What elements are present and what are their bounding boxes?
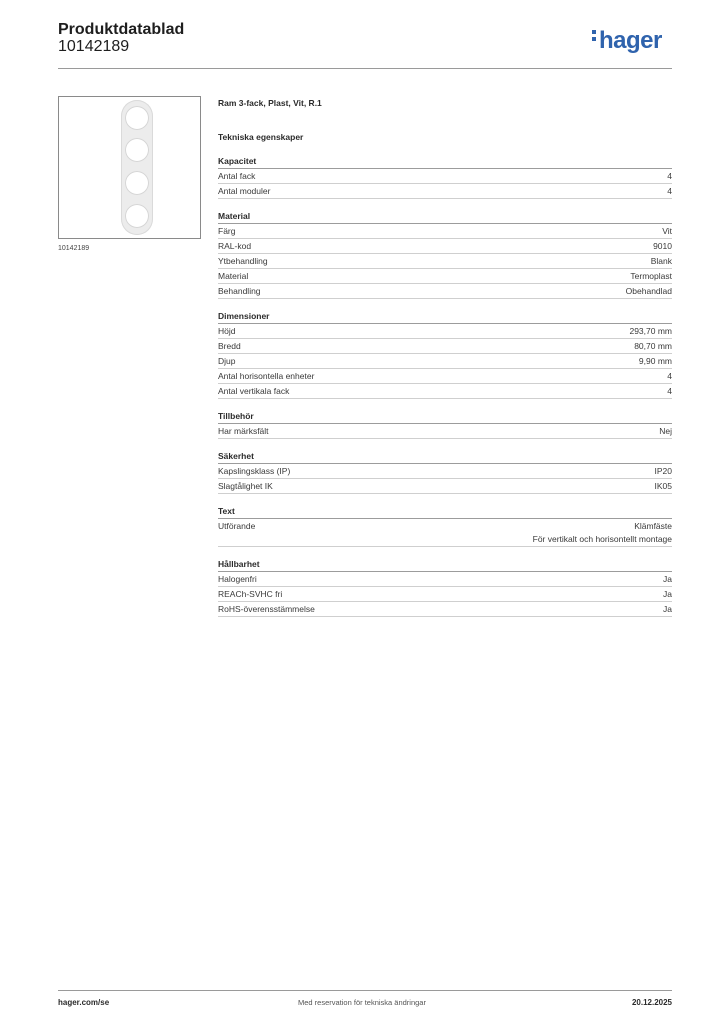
frame-opening <box>125 204 149 228</box>
frame-opening <box>125 171 149 195</box>
spec-value-line: Blank <box>650 256 672 266</box>
spec-value-line: 293,70 mm <box>629 326 672 336</box>
spec-value-line: Nej <box>659 426 672 436</box>
footer-notice: Med reservation för tekniska ändringar <box>298 998 426 1007</box>
spec-value-line: Ja <box>663 604 672 614</box>
spec-value-line: Termoplast <box>630 271 672 281</box>
frame-illustration <box>121 100 153 235</box>
spec-value-line: 80,70 mm <box>634 341 672 351</box>
spec-value <box>667 185 672 198</box>
spec-group-title: Hållbarhet <box>218 558 672 572</box>
spec-group-title: Dimensioner <box>218 310 672 324</box>
spec-group <box>218 505 672 547</box>
spec-group-title: Tillbehör <box>218 410 672 424</box>
spec-value <box>629 325 672 338</box>
spec-value <box>667 370 672 383</box>
spec-label: REACh-SVHC fri <box>218 589 283 599</box>
spec-label: Halogenfri <box>218 574 257 584</box>
spec-value <box>626 285 672 298</box>
spec-value <box>667 170 672 183</box>
spec-value <box>663 573 672 586</box>
frame-opening <box>125 138 149 162</box>
spec-group-title: Material <box>218 210 672 224</box>
spec-row <box>218 184 672 199</box>
logo-text: hager <box>599 27 662 54</box>
spec-row <box>218 254 672 269</box>
spec-row <box>218 587 672 602</box>
spec-value <box>655 480 673 493</box>
footer-website[interactable]: hager.com/se <box>58 998 110 1007</box>
spec-label: Material <box>218 271 249 281</box>
footer-date: 20.12.2025 <box>631 998 672 1007</box>
spec-value-line: 4 <box>667 386 672 396</box>
spec-label: Antal horisontella enheter <box>218 371 315 381</box>
spec-row <box>218 239 672 254</box>
spec-groups <box>218 155 672 617</box>
spec-value-line: Ja <box>663 574 672 584</box>
spec-row <box>218 519 672 547</box>
spec-label: Kapslingsklass (IP) <box>218 466 291 476</box>
spec-value <box>662 225 672 238</box>
document-number: 10142189 <box>58 38 130 55</box>
spec-label: Antal moduler <box>218 186 271 196</box>
spec-label: Djup <box>218 356 236 366</box>
spec-label: Bredd <box>218 341 241 351</box>
spec-label: Ytbehandling <box>218 256 268 266</box>
spec-value-line: 9,90 mm <box>638 356 672 366</box>
spec-row <box>218 464 672 479</box>
spec-value <box>653 240 672 253</box>
spec-value <box>630 270 672 283</box>
spec-value-line: 4 <box>667 171 672 181</box>
frame-opening <box>125 106 149 130</box>
footer-divider <box>58 990 672 991</box>
spec-value-line: Vit <box>662 226 672 236</box>
product-image-caption: 10142189 <box>58 245 90 252</box>
spec-row <box>218 572 672 587</box>
spec-value <box>663 603 672 616</box>
spec-value-line: 4 <box>667 186 672 196</box>
spec-value-line: Obehandlad <box>625 286 672 296</box>
spec-row <box>218 224 672 239</box>
product-image <box>58 96 201 239</box>
spec-value <box>533 520 672 546</box>
spec-label: Utförande <box>218 521 256 531</box>
spec-value <box>655 465 673 478</box>
spec-value-line: För vertikalt och horisontellt montage <box>532 534 672 544</box>
spec-value <box>639 355 672 368</box>
spec-group <box>218 310 672 399</box>
spec-row <box>218 339 672 354</box>
spec-group <box>218 155 672 199</box>
spec-group-title: Säkerhet <box>218 450 672 464</box>
spec-label: Antal vertikala fack <box>218 386 290 396</box>
specifications <box>218 96 672 617</box>
spec-label: RAL-kod <box>218 241 252 251</box>
spec-group <box>218 558 672 617</box>
spec-row <box>218 602 672 617</box>
spec-group <box>218 210 672 299</box>
spec-label: Behandling <box>218 286 261 296</box>
spec-label: Slagtålighet IK <box>218 481 273 491</box>
spec-value-line: Ja <box>663 589 672 599</box>
spec-value <box>667 385 672 398</box>
product-name: Ram 3-fack, Plast, Vit, R.1 <box>218 98 322 108</box>
spec-row <box>218 369 672 384</box>
spec-label: Höjd <box>218 326 236 336</box>
spec-value-line: IK05 <box>654 481 672 491</box>
spec-row <box>218 354 672 369</box>
spec-label: Har märksfält <box>218 426 269 436</box>
spec-group <box>218 410 672 439</box>
spec-row <box>218 169 672 184</box>
spec-value-line: IP20 <box>654 466 672 476</box>
spec-row <box>218 269 672 284</box>
spec-value <box>651 255 672 268</box>
spec-row <box>218 479 672 494</box>
spec-label: Antal fack <box>218 171 256 181</box>
spec-value <box>663 588 672 601</box>
spec-value-line: 9010 <box>653 241 672 251</box>
spec-group-title: Kapacitet <box>218 155 672 169</box>
document-title: Produktdatablad <box>58 21 185 38</box>
spec-label: Färg <box>218 226 236 236</box>
hager-logo <box>592 27 662 55</box>
spec-value-line: Klämfäste <box>634 521 672 531</box>
spec-group <box>218 450 672 494</box>
spec-row <box>218 384 672 399</box>
spec-value <box>659 425 672 438</box>
spec-label: RoHS-överensstämmelse <box>218 604 315 614</box>
spec-group-title: Text <box>218 505 672 519</box>
spec-value <box>634 340 672 353</box>
spec-value-line: 4 <box>667 371 672 381</box>
logo-dots-icon <box>592 27 597 44</box>
spec-row <box>218 324 672 339</box>
spec-row <box>218 284 672 299</box>
section-title: Tekniska egenskaper <box>218 132 304 142</box>
spec-row <box>218 424 672 439</box>
header-divider <box>58 68 672 69</box>
